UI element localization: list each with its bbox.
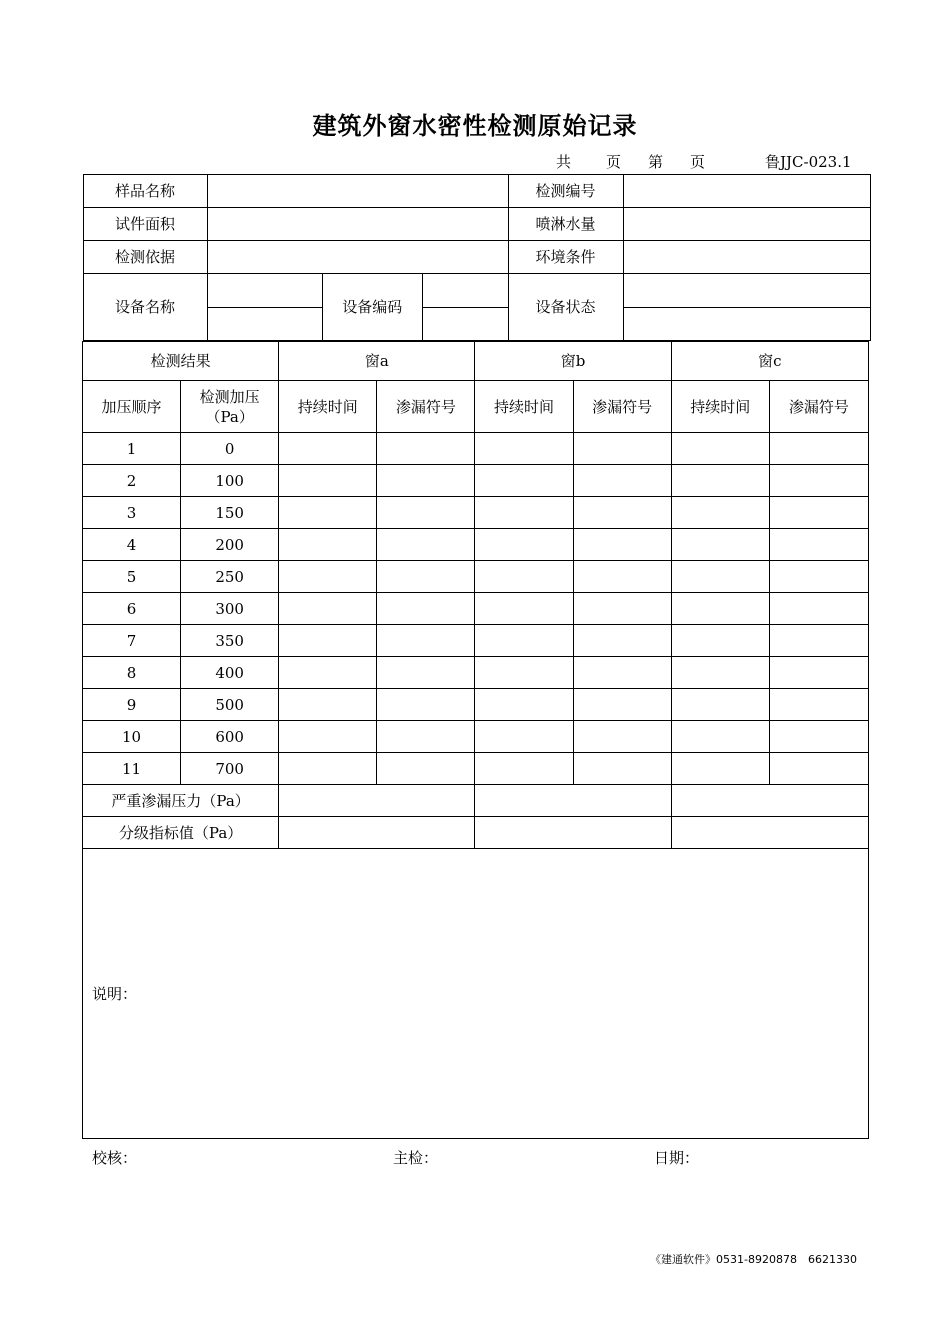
- window-c-leak-cell[interactable]: [769, 497, 868, 529]
- window-a-leak-cell[interactable]: [377, 529, 475, 561]
- table-row: [83, 657, 869, 689]
- window-b-duration-cell[interactable]: [475, 561, 573, 593]
- equipment-code-field[interactable]: [423, 274, 509, 340]
- window-a-duration-cell[interactable]: [279, 465, 377, 497]
- window-b-leak-cell[interactable]: [573, 625, 671, 657]
- window-c-duration-cell[interactable]: [671, 433, 769, 465]
- window-c-duration-cell[interactable]: [671, 689, 769, 721]
- test-basis-field[interactable]: [207, 241, 508, 274]
- test-number-field[interactable]: [623, 175, 870, 208]
- form-code: 鲁JJC-023.1: [765, 153, 852, 171]
- window-b-duration-cell[interactable]: [475, 529, 573, 561]
- pressure-cell: 700: [181, 753, 279, 785]
- window-b-duration-cell[interactable]: [475, 497, 573, 529]
- table-row: [83, 497, 869, 529]
- window-a-duration-header: 持续时间: [279, 381, 377, 433]
- window-c-duration-cell[interactable]: [671, 593, 769, 625]
- window-b-duration-cell[interactable]: [475, 657, 573, 689]
- table-row: [83, 529, 869, 561]
- window-b-duration-cell[interactable]: [475, 433, 573, 465]
- window-c-grade-field[interactable]: [671, 817, 868, 849]
- window-a-leak-cell[interactable]: [377, 561, 475, 593]
- page-title: 建筑外窗水密性检测原始记录: [312, 112, 638, 140]
- severe-leak-label: 严重渗漏压力（Pa）: [83, 785, 279, 817]
- window-a-leak-cell[interactable]: [377, 593, 475, 625]
- equipment-status-label: 设备状态: [508, 274, 623, 341]
- pressure-cell: 200: [181, 529, 279, 561]
- pressure-cell: 600: [181, 721, 279, 753]
- window-c-duration-cell[interactable]: [671, 529, 769, 561]
- window-b-leak-header: 渗漏符号: [573, 381, 671, 433]
- page-total-label: 共: [556, 153, 572, 171]
- window-a-leak-cell[interactable]: [377, 753, 475, 785]
- window-b-leak-cell[interactable]: [573, 529, 671, 561]
- pressure-cell: 400: [181, 657, 279, 689]
- window-b-leak-cell[interactable]: [573, 657, 671, 689]
- header-info-table: [83, 174, 871, 341]
- window-a-grade-field[interactable]: [279, 817, 475, 849]
- window-c-duration-cell[interactable]: [671, 497, 769, 529]
- col-pressure-title: 检测加压: [199, 387, 260, 406]
- pressure-cell: 350: [181, 625, 279, 657]
- window-a-duration-cell[interactable]: [279, 593, 377, 625]
- pressure-cell: 150: [181, 497, 279, 529]
- window-c-leak-cell[interactable]: [769, 561, 868, 593]
- window-c-duration-cell[interactable]: [671, 625, 769, 657]
- window-c-duration-cell[interactable]: [671, 657, 769, 689]
- window-c-duration-cell[interactable]: [671, 721, 769, 753]
- seq-cell: 3: [83, 497, 181, 529]
- seq-cell: 2: [83, 465, 181, 497]
- window-b-grade-field[interactable]: [475, 817, 671, 849]
- window-a-duration-cell[interactable]: [279, 689, 377, 721]
- window-c-duration-header: 持续时间: [671, 381, 769, 433]
- window-c-duration-cell[interactable]: [671, 753, 769, 785]
- equipment-code-label: 设备编码: [323, 274, 423, 340]
- window-a-duration-cell[interactable]: [279, 657, 377, 689]
- window-a-duration-cell[interactable]: [279, 721, 377, 753]
- window-b-leak-cell[interactable]: [573, 465, 671, 497]
- window-c-duration-cell[interactable]: [671, 561, 769, 593]
- window-c-leak-cell[interactable]: [769, 529, 868, 561]
- window-b-leak-cell[interactable]: [573, 561, 671, 593]
- col-pressure-header: [181, 381, 279, 433]
- spray-volume-field[interactable]: [623, 208, 870, 241]
- test-number-label: 检测编号: [508, 175, 623, 208]
- table-row: [83, 465, 869, 497]
- table-row: [83, 721, 869, 753]
- window-a-duration-cell[interactable]: [279, 529, 377, 561]
- inspector-label: 主检：: [393, 1149, 439, 1167]
- seq-cell: 11: [83, 753, 181, 785]
- window-b-duration-cell[interactable]: [475, 625, 573, 657]
- window-a-duration-cell[interactable]: [279, 561, 377, 593]
- table-row: [83, 753, 869, 785]
- window-b-leak-cell[interactable]: [573, 721, 671, 753]
- window-c-leak-cell[interactable]: [769, 689, 868, 721]
- date-label: 日期：: [654, 1149, 700, 1167]
- window-b-leak-cell[interactable]: [573, 593, 671, 625]
- window-c-leak-cell[interactable]: [769, 593, 868, 625]
- results-label: 检测结果: [83, 342, 279, 381]
- window-b-leak-cell[interactable]: [573, 433, 671, 465]
- pressure-cell: 250: [181, 561, 279, 593]
- window-a-duration-cell[interactable]: [279, 497, 377, 529]
- grade-value-label: 分级指标值（Pa）: [83, 817, 279, 849]
- sample-name-field[interactable]: [207, 175, 508, 208]
- window-b-duration-cell[interactable]: [475, 721, 573, 753]
- notes-field[interactable]: [83, 849, 869, 1139]
- page-unit-label: 页: [606, 153, 622, 171]
- spray-volume-label: 喷淋水量: [508, 208, 623, 241]
- window-a-leak-cell[interactable]: [377, 657, 475, 689]
- seq-cell: 8: [83, 657, 181, 689]
- test-basis-label: 检测依据: [83, 241, 207, 274]
- notes-label: 说明：: [92, 984, 138, 1003]
- specimen-area-label: 试件面积: [83, 208, 207, 241]
- seq-cell: 10: [83, 721, 181, 753]
- window-c-severe-leak-field[interactable]: [671, 785, 868, 817]
- table-row: [83, 561, 869, 593]
- page-nth-label: 第: [648, 153, 664, 171]
- window-c-leak-cell[interactable]: [769, 625, 868, 657]
- window-c-duration-cell[interactable]: [671, 465, 769, 497]
- window-a-leak-cell[interactable]: [377, 465, 475, 497]
- pressure-cell: 300: [181, 593, 279, 625]
- window-b-severe-leak-field[interactable]: [475, 785, 671, 817]
- table-row: [83, 593, 869, 625]
- window-b-header: 窗b: [475, 342, 671, 381]
- equipment-name-field[interactable]: [207, 274, 322, 341]
- window-a-leak-cell[interactable]: [377, 497, 475, 529]
- window-a-duration-cell[interactable]: [279, 433, 377, 465]
- record-form-table: [82, 174, 869, 1139]
- reviewer-label: 校核：: [92, 1149, 138, 1167]
- window-b-duration-cell[interactable]: [475, 465, 573, 497]
- table-row: [83, 433, 869, 465]
- window-c-leak-header: 渗漏符号: [769, 381, 868, 433]
- pressure-cell: 100: [181, 465, 279, 497]
- pressure-cell: 0: [181, 433, 279, 465]
- seq-cell: 1: [83, 433, 181, 465]
- window-c-leak-cell[interactable]: [769, 753, 868, 785]
- window-a-leak-cell[interactable]: [377, 689, 475, 721]
- page-unit-label-2: 页: [690, 153, 706, 171]
- environment-field[interactable]: [623, 241, 870, 274]
- col-pressure-unit: （Pa）: [205, 407, 254, 426]
- window-b-duration-cell[interactable]: [475, 593, 573, 625]
- window-a-leak-header: 渗漏符号: [377, 381, 475, 433]
- seq-cell: 7: [83, 625, 181, 657]
- window-c-leak-cell[interactable]: [769, 465, 868, 497]
- window-b-leak-cell[interactable]: [573, 689, 671, 721]
- seq-cell: 5: [83, 561, 181, 593]
- window-b-leak-cell[interactable]: [573, 497, 671, 529]
- window-a-severe-leak-field[interactable]: [279, 785, 475, 817]
- seq-cell: 4: [83, 529, 181, 561]
- window-b-duration-header: 持续时间: [475, 381, 573, 433]
- window-b-leak-cell[interactable]: [573, 753, 671, 785]
- window-c-leak-cell[interactable]: [769, 721, 868, 753]
- specimen-area-field[interactable]: [207, 208, 508, 241]
- window-c-leak-cell[interactable]: [769, 657, 868, 689]
- software-footnote: 《建通软件》0531-8920878 6621330: [650, 1253, 857, 1266]
- window-a-leak-cell[interactable]: [377, 433, 475, 465]
- seq-cell: 6: [83, 593, 181, 625]
- table-row: [83, 689, 869, 721]
- sample-name-label: 样品名称: [83, 175, 207, 208]
- window-b-duration-cell[interactable]: [475, 753, 573, 785]
- window-a-leak-cell[interactable]: [377, 625, 475, 657]
- window-a-header: 窗a: [279, 342, 475, 381]
- window-b-duration-cell[interactable]: [475, 689, 573, 721]
- pressure-cell: 500: [181, 689, 279, 721]
- table-row: [83, 625, 869, 657]
- equipment-name-label: 设备名称: [83, 274, 207, 341]
- window-a-duration-cell[interactable]: [279, 625, 377, 657]
- window-c-leak-cell[interactable]: [769, 433, 868, 465]
- environment-label: 环境条件: [508, 241, 623, 274]
- seq-cell: 9: [83, 689, 181, 721]
- window-a-leak-cell[interactable]: [377, 721, 475, 753]
- col-seq-header: 加压顺序: [83, 381, 181, 433]
- window-c-header: 窗c: [671, 342, 868, 381]
- window-a-duration-cell[interactable]: [279, 753, 377, 785]
- equipment-status-field[interactable]: [623, 274, 870, 341]
